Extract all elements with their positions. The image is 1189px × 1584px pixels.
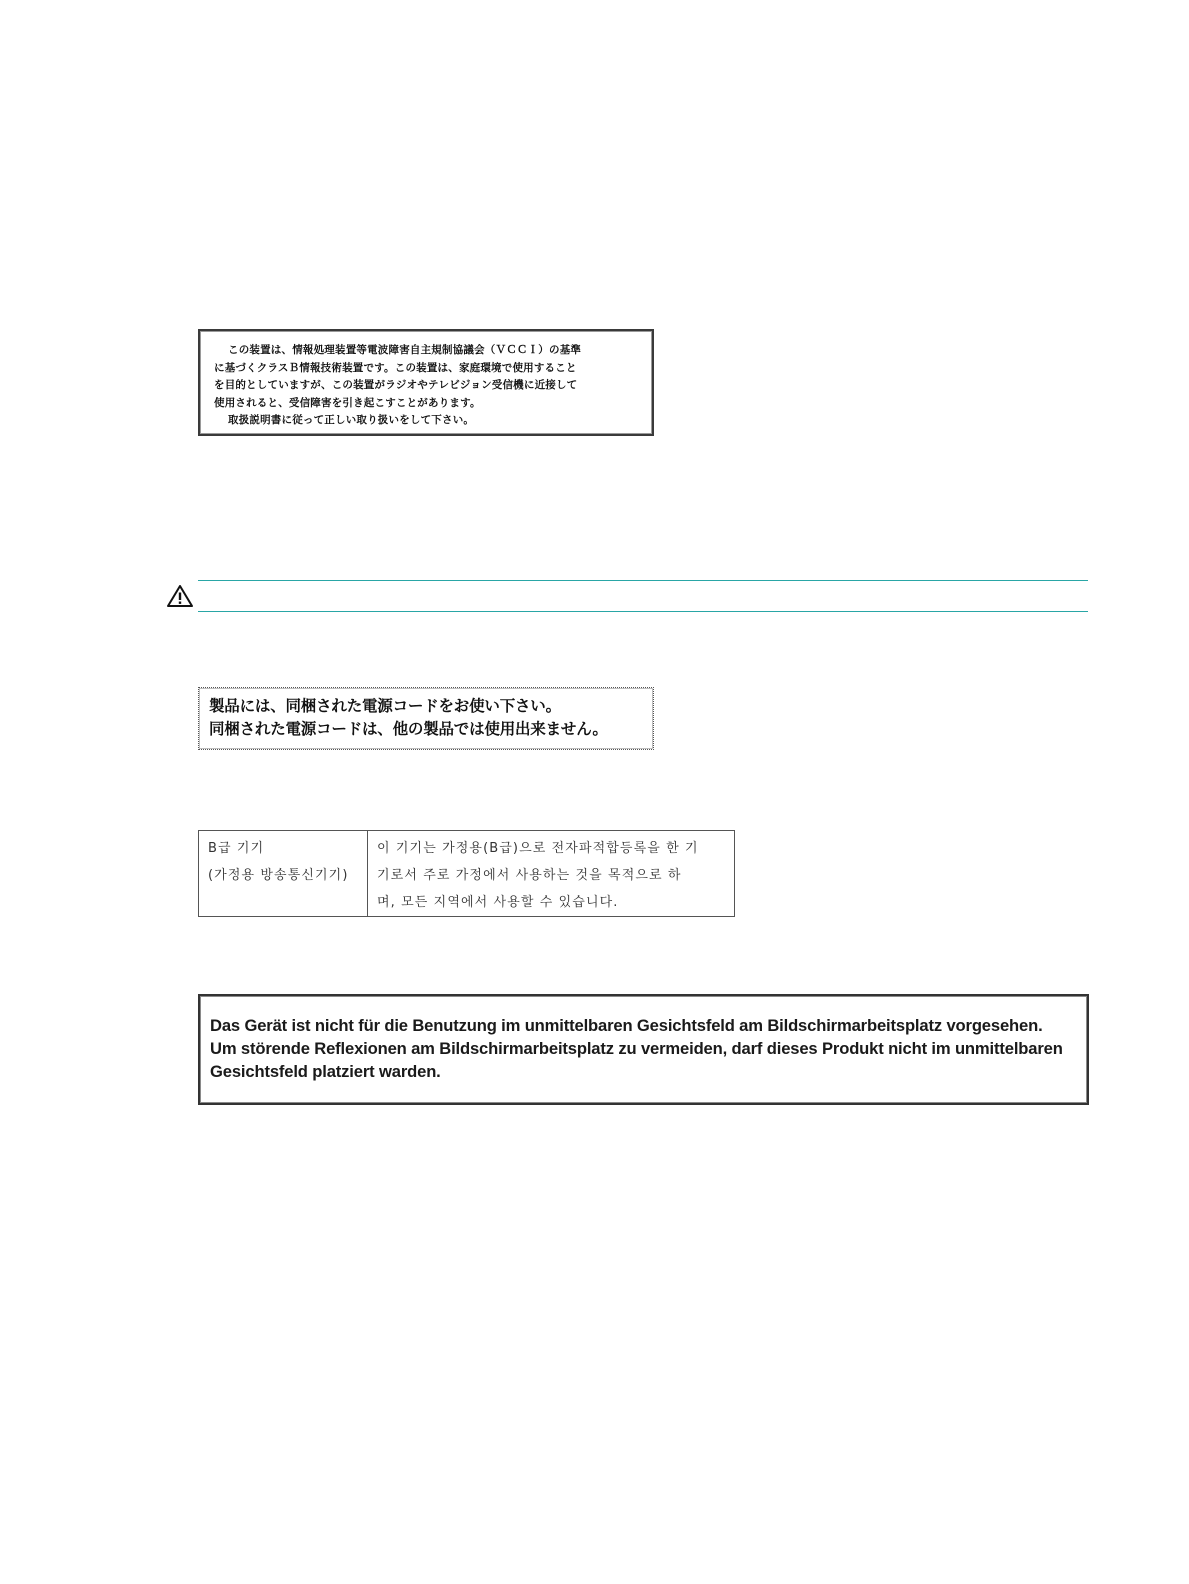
vcci-notice-line: この装置は、情報処理装置等電波障害自主規制協議会（ＶＣＣＩ）の基準 [228,344,582,356]
power-cord-notice-box [198,687,654,750]
vcci-notice-line: に基づくクラスＢ情報技術装置です。この装置は、家庭環境で使用すること [214,361,577,374]
vcci-notice-line: 取扱説明書に従って正しい取り扱いをして下さい。 [228,414,475,426]
german-notice-line: Das Gerät ist nicht für die Benutzung im unmittelbaren Gesichtsfeld am Bildschirmarbeitsplatz vorgesehen. [210,1016,1043,1035]
german-notice-line: Um störende Reflexionen am Bildschirmarbeitsplatz zu vermeiden, darf dieses Produkt nicht im unmittelbaren [210,1039,1063,1058]
korea-class-b-notice-table [198,830,735,917]
vcci-notice-line: 使用されると、受信障害を引き起こすことがあります。 [214,396,481,409]
warning-rule-bottom [198,611,1088,612]
german-notice-line: Gesichtsfeld platziert warden. [210,1062,441,1081]
vcci-notice-line: を目的としていますが、この装置がラジオやテレビジョン受信機に近接して [214,379,578,391]
vcci-notice-box [198,329,654,436]
power-cord-notice-line: 製品には、同梱された電源コードをお使い下さい。 [209,697,561,715]
power-cord-notice-line: 同梱された電源コードは、他の製品では使用出来ません。 [209,720,608,738]
warning-triangle-icon [166,584,194,608]
warning-rule-top [198,580,1088,581]
korea-notice-text-line: 이 기기는 가정용(B급)으로 전자파적합등록을 한 기 [377,841,699,856]
korea-notice-class-line: (가정용 방송통신기기) [208,868,349,883]
german-notice-box [198,994,1089,1105]
korea-notice-class-cell [199,831,368,917]
korea-notice-class-line: B급 기기 [208,841,265,856]
table-row [199,831,735,917]
korea-notice-text-line: 기로서 주로 가정에서 사용하는 것을 목적으로 하 [377,868,682,883]
korea-notice-text-line: 며, 모든 지역에서 사용할 수 있습니다. [377,895,619,910]
korea-notice-text-cell [368,831,735,917]
